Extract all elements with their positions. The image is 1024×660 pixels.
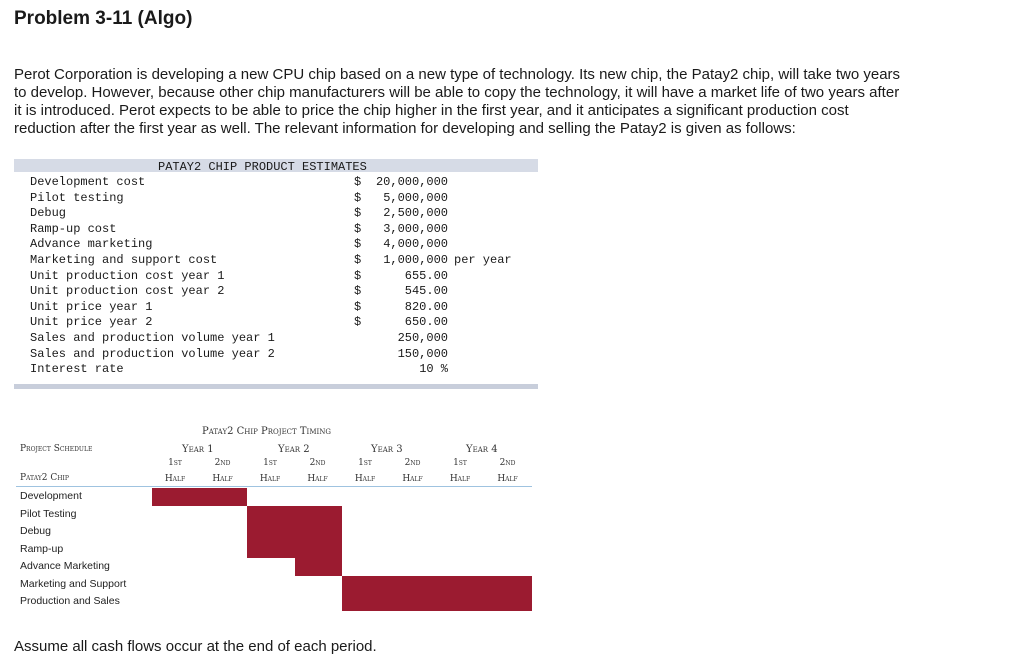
activity-label: Development — [20, 490, 82, 502]
estimate-value: 2,500,000 — [383, 206, 448, 221]
estimate-value: 4,000,000 — [383, 237, 448, 252]
activity-label: Advance Marketing — [20, 560, 110, 572]
half-label: Half — [449, 474, 471, 484]
activity-label: Pilot Testing — [20, 507, 77, 520]
estimate-row — [30, 362, 538, 378]
activity-bar — [247, 541, 342, 559]
estimate-row — [30, 191, 538, 207]
estimate-row — [30, 253, 538, 269]
estimate-value: 150,000 — [397, 346, 448, 361]
estimate-row — [30, 269, 538, 285]
activity-label: Debug — [20, 525, 51, 537]
estimate-label: Unit production cost year 1 — [30, 268, 225, 283]
dollar-sign: $ — [354, 190, 362, 205]
half-ordinal: 2nd — [309, 458, 326, 468]
estimate-label: Ramp-up cost — [30, 221, 117, 236]
table-heading: PATAY2 CHIP PRODUCT ESTIMATES — [158, 160, 367, 174]
problem-title: Problem 3-11 (Algo) — [14, 8, 193, 29]
estimate-row — [30, 284, 538, 300]
estimate-row — [30, 206, 538, 222]
dollar-sign: $ — [354, 253, 362, 267]
activity-bar — [295, 558, 343, 576]
description-line: reduction after the first year as well. The relevant information for developing and selling the Patay2 is given as follows: — [14, 120, 796, 137]
dollar-sign: $ — [354, 268, 362, 283]
estimate-label: Unit price year 2 — [30, 315, 153, 330]
project-timing-chart — [14, 420, 536, 616]
estimate-label: Unit price year 1 — [30, 299, 153, 314]
description-line: to develop. However, because other chip manufacturers will be able to copy the technology, it will have a market life of two years after — [14, 84, 900, 101]
estimate-label: Marketing and support cost — [30, 253, 218, 267]
estimate-value: 545.00 — [404, 284, 448, 299]
product-estimates-table — [14, 159, 538, 390]
estimate-label: Development cost — [30, 175, 146, 189]
half-label: Half — [307, 474, 328, 484]
estimate-row — [30, 222, 538, 238]
footer-note: Assume all cash flows occur at the end of each period. — [14, 638, 377, 655]
half-ordinal: 1st — [358, 458, 372, 468]
dollar-sign: $ — [354, 299, 362, 314]
estimate-row — [30, 237, 538, 253]
project-schedule-label: Project Schedule — [20, 444, 93, 454]
estimate-value: 3,000,000 — [383, 221, 448, 236]
dollar-sign: $ — [354, 237, 362, 252]
timing-chart-title: Patay2 Chip Project Timing — [202, 426, 331, 437]
estimate-value: 1,000,000 — [383, 253, 448, 267]
half-ordinal: 1st — [168, 458, 182, 468]
estimate-row — [30, 331, 538, 347]
half-label: Half — [402, 474, 423, 484]
estimate-value: 250,000 — [397, 331, 448, 345]
estimate-row — [30, 300, 538, 316]
dollar-sign: $ — [354, 175, 362, 189]
estimate-value: 650.00 — [404, 315, 448, 330]
activity-label: Ramp-up — [20, 542, 64, 555]
estimate-unit: per year — [454, 253, 512, 267]
chip-label: Patay2 Chip — [20, 473, 69, 483]
year-label: Year 4 — [466, 444, 498, 455]
activity-bar — [247, 506, 342, 524]
half-ordinal: 1st — [263, 458, 277, 468]
half-ordinal: 2nd — [499, 458, 516, 468]
activity-bar — [342, 576, 532, 594]
estimate-row — [30, 175, 538, 191]
header-divider — [16, 486, 532, 487]
half-label: Half — [497, 474, 518, 484]
estimate-value: 10 % — [419, 362, 448, 377]
estimate-value: 655.00 — [404, 268, 448, 283]
activity-bar — [247, 523, 342, 541]
estimate-label: Pilot testing — [30, 190, 124, 205]
activity-label: Production and Sales — [20, 595, 120, 607]
dollar-sign: $ — [354, 206, 362, 221]
estimate-label: Unit production cost year 2 — [30, 284, 225, 299]
half-label: Half — [259, 474, 281, 484]
estimate-row — [30, 315, 538, 331]
dollar-sign: $ — [354, 315, 362, 330]
estimate-label: Sales and production volume year 2 — [30, 346, 275, 361]
half-label: Half — [354, 474, 376, 484]
dollar-sign: $ — [354, 221, 362, 236]
problem-description — [14, 66, 1010, 138]
dollar-sign: $ — [354, 284, 362, 299]
estimate-label: Sales and production volume year 1 — [30, 331, 275, 345]
half-ordinal: 2nd — [404, 458, 421, 468]
estimate-row — [30, 347, 538, 363]
year-label: Year 2 — [278, 444, 310, 455]
estimate-label: Advance marketing — [30, 237, 153, 252]
estimate-label: Debug — [30, 206, 67, 221]
half-ordinal: 2nd — [214, 458, 231, 468]
activity-bar — [342, 593, 532, 611]
activity-bar — [152, 488, 247, 506]
estimate-value: 5,000,000 — [383, 190, 448, 205]
half-label: Half — [212, 474, 233, 484]
year-label: Year 1 — [182, 444, 214, 455]
description-line: Perot Corporation is developing a new CPU chip based on a new type of technology. Its new chip, the Patay2 chip, will take two years — [14, 66, 901, 83]
estimate-label: Interest rate — [30, 362, 124, 377]
half-ordinal: 1st — [453, 458, 467, 468]
half-label: Half — [164, 474, 186, 484]
activity-label: Marketing and Support — [20, 577, 127, 590]
estimate-value: 820.00 — [404, 299, 448, 314]
year-label: Year 3 — [371, 444, 403, 455]
description-line: it is introduced. Perot expects to be able to price the chip higher in the first year, and it anticipates a significant production cost — [14, 102, 849, 119]
table-bottom-bar — [14, 384, 538, 389]
estimate-value: 20,000,000 — [375, 175, 448, 189]
